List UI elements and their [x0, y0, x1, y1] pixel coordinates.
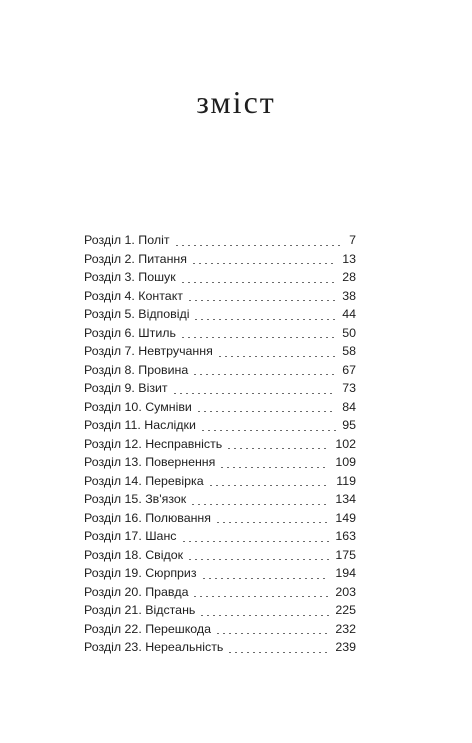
toc-leader-dots — [187, 559, 329, 560]
toc-leader-dots — [193, 319, 336, 320]
toc-leader-dots — [172, 393, 337, 394]
toc-leader-dots — [190, 504, 329, 505]
toc-entry — [84, 305, 356, 324]
toc-entry-page-number: 163 — [335, 529, 356, 543]
toc-entry-page-number: 149 — [335, 510, 356, 525]
toc-entry — [84, 509, 356, 528]
toc-entry-title: Розділ 19. Сюрприз — [84, 566, 197, 580]
toc-entry-page-number: 84 — [342, 399, 356, 414]
toc-entry-page-number: 95 — [342, 418, 356, 432]
toc-entry-title: Розділ 12. Несправність — [84, 436, 223, 451]
toc-entry-title: Розділ 2. Питання — [84, 251, 187, 266]
toc-entry — [84, 490, 356, 509]
toc-entry-page-number: 50 — [342, 325, 356, 340]
toc-entry-page-number: 7 — [349, 233, 356, 247]
toc-entry-page-number: 13 — [342, 251, 356, 266]
toc-entry — [84, 398, 356, 417]
toc-entry — [84, 583, 356, 602]
toc-entry — [84, 527, 356, 546]
toc-entry — [84, 472, 356, 491]
toc-entry — [84, 324, 356, 343]
page-title: зміст — [196, 84, 276, 120]
toc-entry-title: Розділ 13. Повернення — [84, 455, 216, 469]
toc-entry-title: Розділ 5. Відповіді — [84, 307, 190, 321]
toc-entry-title: Розділ 23. Нереальність — [84, 640, 224, 654]
toc-entry — [84, 601, 356, 620]
toc-entry-title: Розділ 11. Наслідки — [84, 418, 196, 432]
toc-entry-page-number: 194 — [335, 566, 356, 580]
toc-entry — [84, 546, 356, 565]
toc-entry-title: Розділ 18. Свідок — [84, 547, 184, 562]
toc-entry-page-number: 67 — [342, 362, 356, 377]
toc-entry-page-number: 28 — [342, 270, 356, 284]
toc-leader-dots — [187, 300, 336, 301]
toc-entry-page-number: 203 — [335, 584, 356, 599]
toc-leader-dots — [226, 448, 329, 449]
toc-entry — [84, 620, 356, 639]
toc-leader-dots — [227, 652, 329, 653]
toc-entry — [84, 416, 356, 435]
toc-leader-dots — [192, 596, 329, 597]
toc-entry-title: Розділ 14. Перевірка — [84, 473, 204, 488]
toc-entry-title: Розділ 1. Політ — [84, 233, 170, 247]
toc-entry-title: Розділ 16. Полювання — [84, 510, 211, 525]
toc-entry-page-number: 73 — [342, 381, 356, 395]
toc-leader-dots — [217, 356, 336, 357]
toc-leader-dots — [196, 411, 336, 412]
table-of-contents — [84, 231, 356, 657]
toc-entry — [84, 361, 356, 380]
toc-leader-dots — [181, 541, 330, 542]
toc-leader-dots — [191, 263, 336, 264]
toc-entry — [84, 564, 356, 583]
toc-entry — [84, 342, 356, 361]
toc-entry — [84, 453, 356, 472]
toc-entry — [84, 250, 356, 269]
toc-entry-page-number: 44 — [342, 307, 356, 321]
toc-entry-title: Розділ 4. Контакт — [84, 288, 183, 303]
toc-leader-dots — [219, 467, 329, 468]
toc-entry-title: Розділ 21. Відстань — [84, 603, 196, 617]
toc-leader-dots — [201, 578, 330, 579]
toc-entry-page-number: 109 — [335, 455, 356, 469]
toc-entry-title: Розділ 10. Сумніви — [84, 399, 192, 414]
toc-leader-dots — [199, 615, 329, 616]
toc-entry — [84, 379, 356, 398]
toc-entry-title: Розділ 8. Провина — [84, 362, 189, 377]
toc-leader-dots — [208, 485, 331, 486]
toc-entry — [84, 287, 356, 306]
toc-entry-page-number: 225 — [335, 603, 356, 617]
toc-leader-dots — [200, 430, 336, 431]
toc-leader-dots — [192, 374, 336, 375]
toc-entry — [84, 231, 356, 250]
toc-entry-page-number: 232 — [335, 621, 356, 636]
toc-entry-title: Розділ 17. Шанс — [84, 529, 177, 543]
toc-entry-page-number: 119 — [336, 473, 356, 488]
toc-leader-dots — [180, 337, 336, 338]
toc-entry-page-number: 38 — [342, 288, 356, 303]
toc-entry — [84, 435, 356, 454]
toc-entry-page-number: 134 — [335, 492, 356, 506]
toc-leader-dots — [174, 245, 344, 246]
toc-entry-title: Розділ 7. Невтручання — [84, 344, 213, 358]
toc-entry — [84, 638, 356, 657]
toc-entry-title: Розділ 20. Правда — [84, 584, 189, 599]
toc-entry-title: Розділ 9. Візит — [84, 381, 168, 395]
toc-entry — [84, 268, 356, 287]
toc-entry-title: Розділ 22. Перешкода — [84, 621, 212, 636]
toc-entry-title: Розділ 3. Пошук — [84, 270, 176, 284]
toc-entry-page-number: 102 — [335, 436, 356, 451]
toc-entry-page-number: 239 — [335, 640, 356, 654]
toc-entry-page-number: 175 — [335, 547, 356, 562]
toc-leader-dots — [215, 633, 329, 634]
toc-entry-title: Розділ 6. Штиль — [84, 325, 176, 340]
toc-entry-title: Розділ 15. Зв'язок — [84, 492, 187, 506]
toc-leader-dots — [180, 282, 337, 283]
toc-entry-page-number: 58 — [342, 344, 356, 358]
toc-leader-dots — [215, 522, 329, 523]
